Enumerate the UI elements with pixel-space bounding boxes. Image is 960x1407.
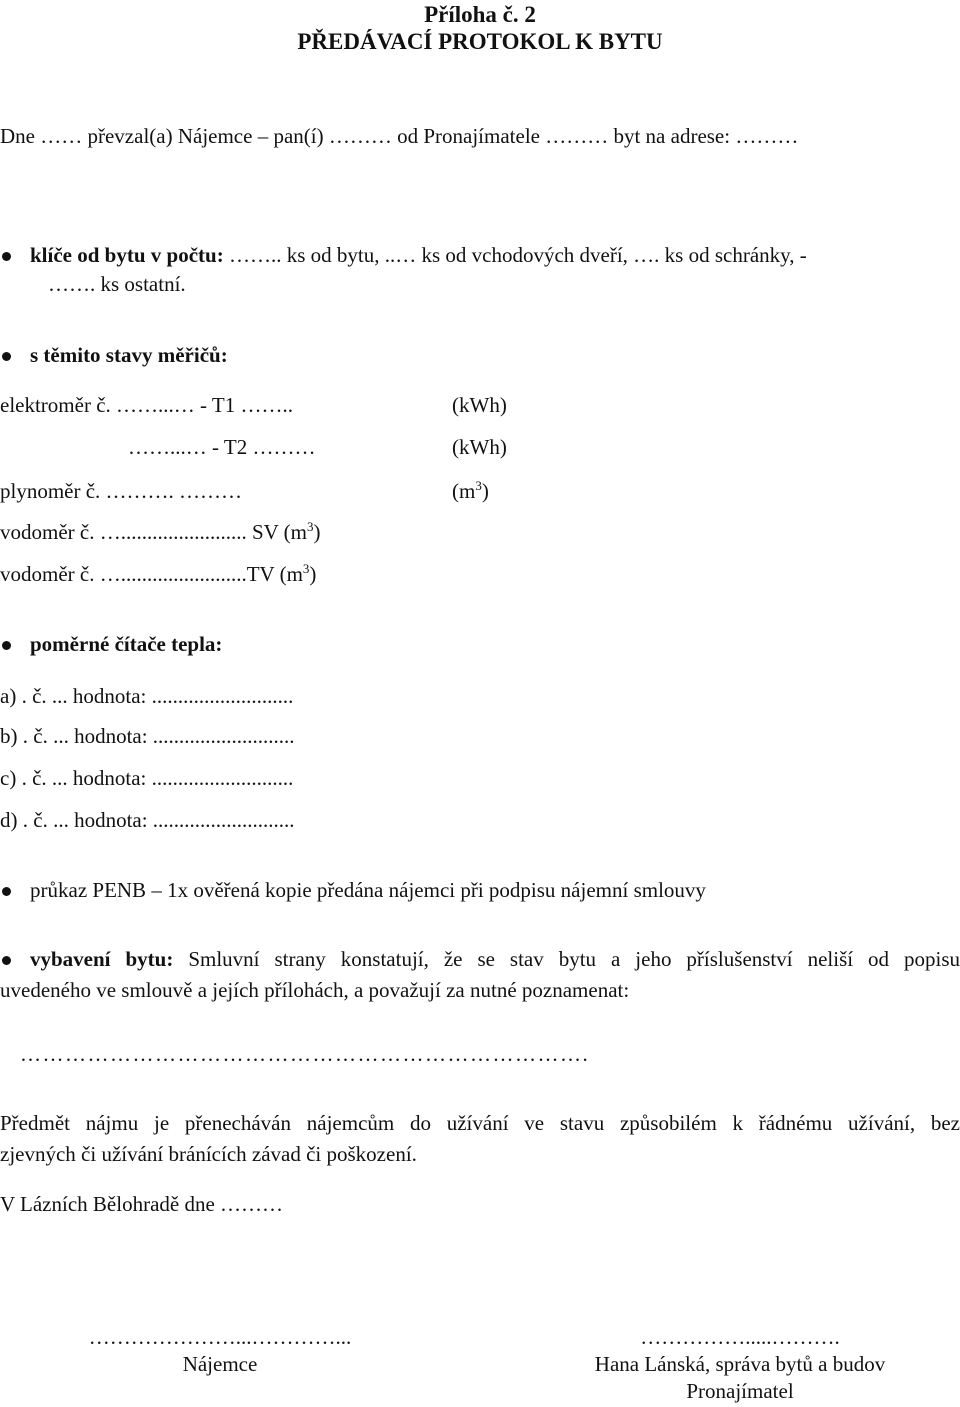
annex-label: Příloha č. 2 xyxy=(424,2,536,27)
water-sv-end: ) xyxy=(313,520,321,544)
gas-unit xyxy=(452,478,489,504)
electric-t2-unit: (kWh) xyxy=(452,435,507,459)
landlord-signature-line: …………….....………. xyxy=(640,1325,840,1349)
bullet-icon xyxy=(2,252,11,261)
heat-row-a: a) . č. ... hodnota: ........................... xyxy=(0,684,294,708)
water-sv-text: vodoměr č. …........................ SV (m xyxy=(0,520,308,544)
heat-row-b: b) . č. ... hodnota: ........................... xyxy=(0,724,295,748)
equipment-heading: vybavení bytu: xyxy=(30,947,174,971)
electric-meter-t2: ……...… - T2 ……… xyxy=(128,435,316,459)
heat-row-c: c) . č. ... hodnota: ........................... xyxy=(0,766,294,790)
equipment-text-1: Smluvní strany konstatují, že se stav bytu a jeho příslušenství neliší od popisu xyxy=(188,947,960,971)
water-tv-exp: 3 xyxy=(302,561,310,576)
bullet-icon xyxy=(2,641,11,650)
landlord-label: Pronajímatel xyxy=(686,1379,794,1403)
intro-line: Dne …… převzal(a) Nájemce – pan(í) ……… od Pronajímatele ……… byt na adrese: ……… xyxy=(0,124,799,148)
tenant-signature-line: …………………...…………... xyxy=(88,1325,352,1349)
keys-line-1 xyxy=(30,242,807,268)
water-meter-tv xyxy=(0,561,316,587)
heat-row-d: d) . č. ... hodnota: ........................... xyxy=(0,808,295,832)
tenant-label: Nájemce xyxy=(182,1352,258,1376)
keys-line-2: ……. ks ostatní. xyxy=(48,272,186,296)
keys-text: …….. ks od bytu, ..… ks od vchodových dveří, …. ks od schránky, - xyxy=(228,243,807,267)
gas-unit-base: (m xyxy=(452,479,476,503)
electric-meter-t1: elektroměr č. ……...… - T1 …….. xyxy=(0,393,293,417)
meters-heading: s těmito stavy měřičů: xyxy=(30,343,228,367)
bullet-icon xyxy=(2,352,11,361)
keys-heading: klíče od bytu v počtu: xyxy=(30,243,224,267)
handover-line-2: zjevných či užívání bránících závad či poškození. xyxy=(0,1142,417,1166)
handover-line-1: Předmět nájmu je přenecháván nájemcům do užívání ve stavu způsobilém k řádnému užívání, bez xyxy=(0,1111,960,1135)
penb-line: průkaz PENB – 1x ověřená kopie předána nájemci při podpisu nájemní smlouvy xyxy=(30,878,706,902)
place-date: V Lázních Bělohradě dne ……… xyxy=(0,1192,284,1216)
heat-heading: poměrné čítače tepla: xyxy=(30,632,223,656)
gas-unit-exp: 3 xyxy=(475,478,482,493)
gas-meter: plynoměr č. ………. ……… xyxy=(0,479,243,503)
gas-unit-end: ) xyxy=(481,479,489,503)
bullet-icon xyxy=(2,887,11,896)
landlord-name: Hana Lánská, správa bytů a budov xyxy=(594,1352,886,1376)
electric-t1-unit: (kWh) xyxy=(452,393,507,417)
equipment-line-1 xyxy=(30,946,960,972)
water-sv-exp: 3 xyxy=(307,519,314,534)
notes-line: …………………………………………………………………. xyxy=(20,1042,590,1066)
bullet-icon xyxy=(2,956,11,965)
water-tv-text: vodoměr č. …........................TV (m xyxy=(0,562,303,586)
water-tv-end: ) xyxy=(309,562,317,586)
equipment-line-2: uvedeného ve smlouvě a jejích přílohách, a považují za nutné poznamenat: xyxy=(0,978,630,1002)
water-meter-sv xyxy=(0,519,321,545)
document-title: PŘEDÁVACÍ PROTOKOL K BYTU xyxy=(297,29,663,54)
